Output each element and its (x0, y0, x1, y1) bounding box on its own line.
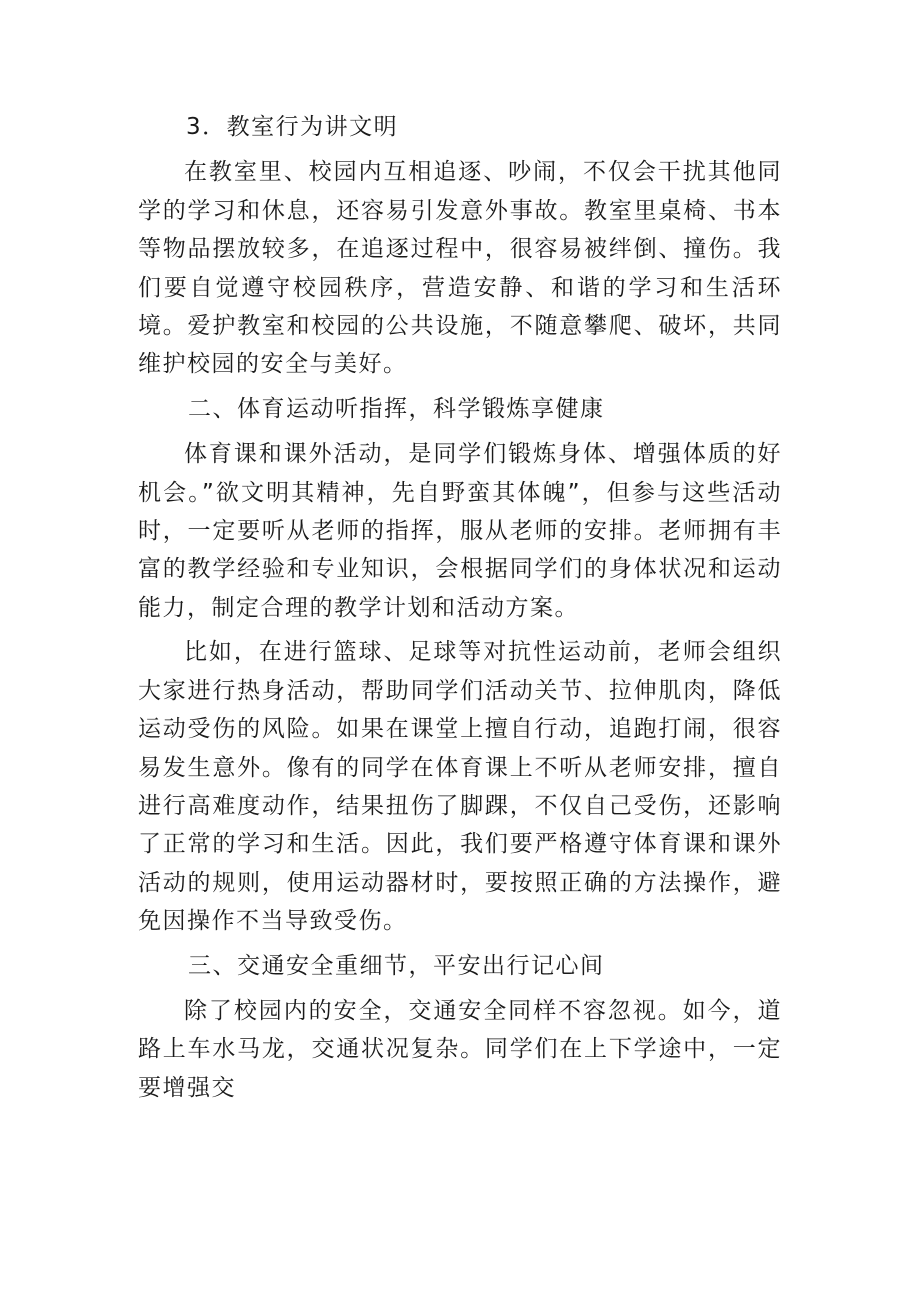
section-heading-classroom-civility: 3．教室行为讲文明 (186, 114, 399, 140)
paragraph-sports-example: 比如，在进行篮球、足球等对抗性运动前，老师会组织大家进行热身活动，帮助同学们活动关节、拉伸肌肉，降低运动受伤的风险。如果在课堂上擅自行动，追跑打闹，很容易发生意外。像有的同学在体育课上不听从老师安排，擅自进行高难度动作，结果扭伤了脚踝，不仅自己受伤，还影响了正常的学习和生活。因此，我们要严格遵守体育课和课外活动的规则，使用运动器材时，要按照正确的方法操作，避免因操作不当导致受伤。 (138, 639, 782, 935)
paragraph-traffic: 除了校园内的安全，交通安全同样不容忽视。如今，道路上车水马龙，交通状况复杂。同学们在上下学途中，一定要增强交 (138, 997, 782, 1101)
paragraph-sports-intro: 体育课和课外活动，是同学们锻炼身体、增强体质的好机会。”欲文明其精神，先自野蛮其体魄”，但参与这些活动时，一定要听从老师的指挥，服从老师的安排。老师拥有丰富的教学经验和专业知识，会根据同学们的身体状况和运动能力，制定合理的教学计划和活动方案。 (138, 441, 782, 621)
section-heading-traffic: 三、交通安全重细节，平安出行记心间 (188, 952, 605, 979)
section-heading-sports: 二、体育运动听指挥，科学锻炼享健康 (188, 395, 605, 422)
paragraph-classroom: 在教室里、校园内互相追逐、吵闹，不仅会干扰其他同学的学习和休息，还容易引发意外事故。教室里桌椅、书本等物品摆放较多，在追逐过程中，很容易被绊倒、撞伤。我们要自觉遵守校园秩序，营造安静、和谐的学习和生活环境。爱护教室和校园的公共设施，不随意攀爬、破坏，共同维护校园的安全与美好。 (138, 159, 782, 378)
